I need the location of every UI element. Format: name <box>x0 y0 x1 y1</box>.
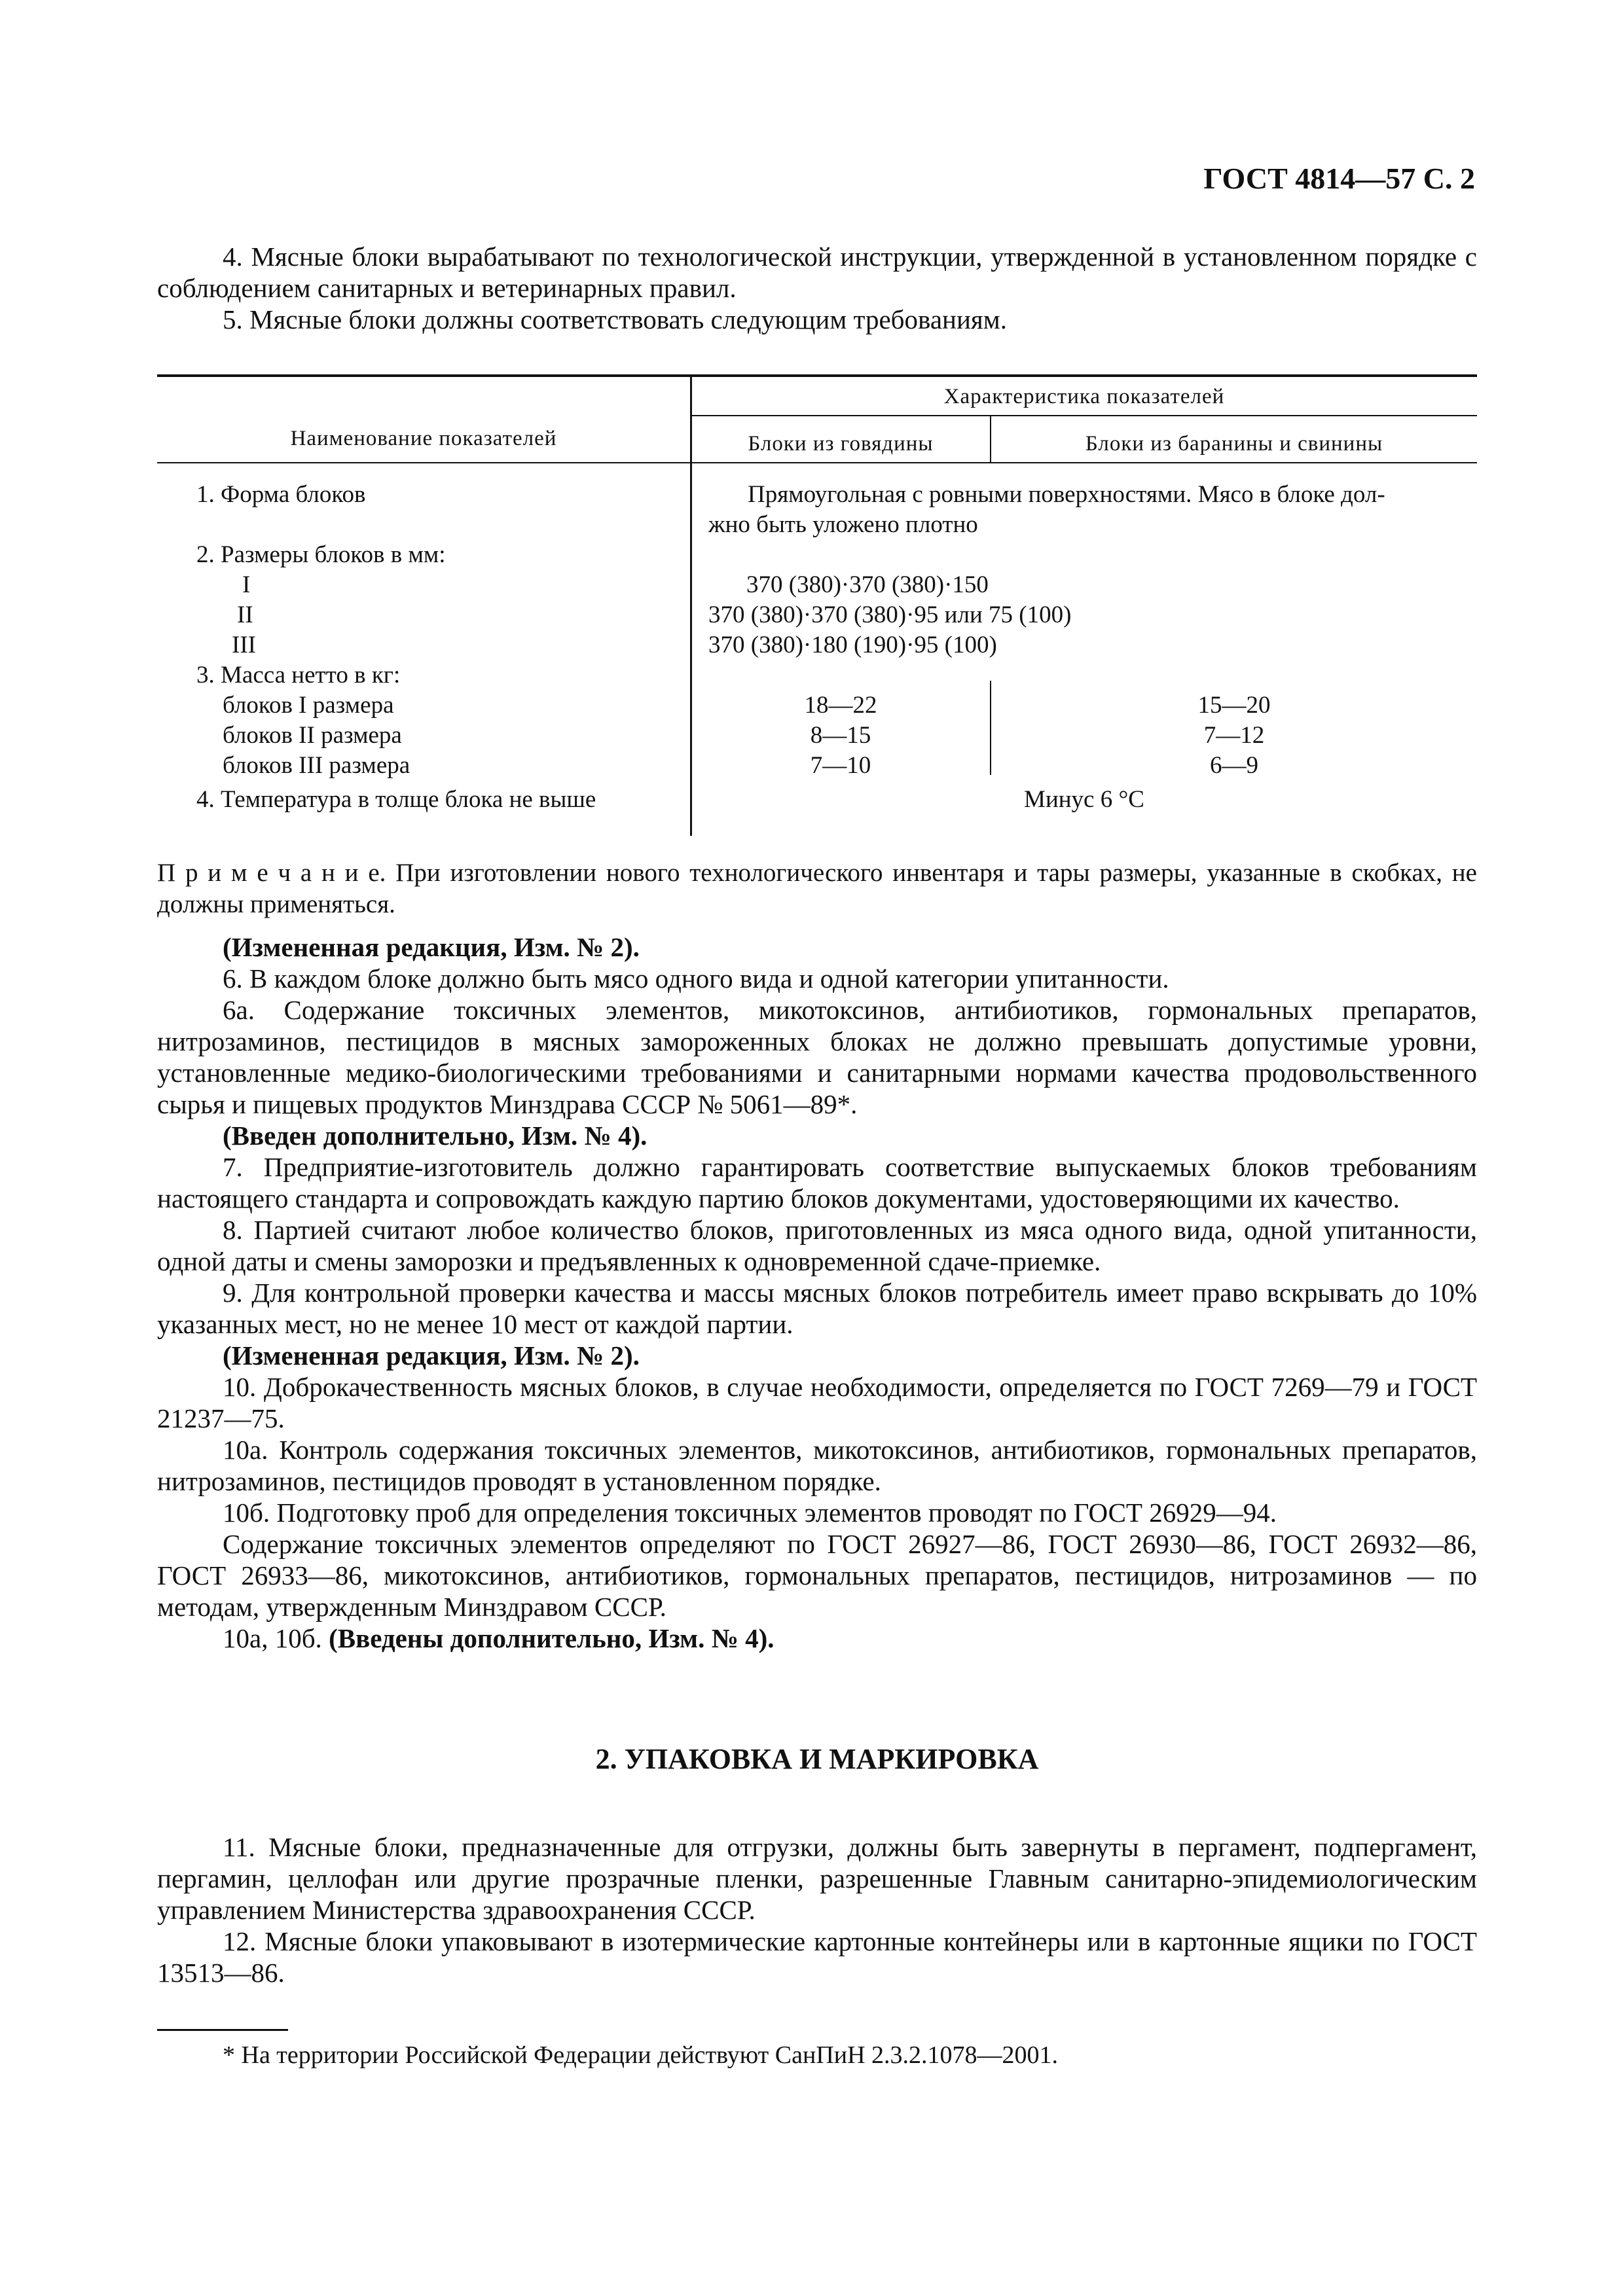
row-size-sub-1: I <box>242 571 251 598</box>
section-text <box>157 1831 1477 1988</box>
amendment-note-4-prefix: 10а, 10б. <box>223 1623 329 1653</box>
row-size-sub-2: II <box>237 601 253 628</box>
row-form-name: 1. Форма блоков <box>196 481 366 508</box>
paragraph-10: 10. Доброкачественность мясных блоков, в случае необходимости, определяется по ГОСТ 7269—79 и ГОСТ 21237—75. <box>157 1372 1477 1433</box>
intro-text <box>157 241 1477 335</box>
table-group-rule <box>691 415 1477 416</box>
section-heading: 2. УПАКОВКА И МАРКИРОВКА <box>595 1743 1039 1775</box>
paragraph-11: 11. Мясные блоки, предназначенные для отгрузки, должны быть завернуты в пергамент, подпергамент, пергамин, целлофан или другие прозрачные пленки, разрешенные Главным санитарно-эпидемиологическим управлением Министерства здравоохранения СССР. <box>157 1832 1477 1925</box>
row-mass-other-2: 7—12 <box>1203 722 1265 749</box>
row-mass-beef-3: 7—10 <box>810 752 871 779</box>
col-header-group: Характеристика показателей <box>943 385 1225 408</box>
requirements-table <box>157 374 1477 836</box>
col-header-name: Наименование показателей <box>290 427 557 450</box>
row-temp-name: 4. Температура в толще блока не выше <box>196 786 596 813</box>
paragraph-10b: 10б. Подготовку проб для определения токсичных элементов проводят по ГОСТ 26929—94. <box>223 1498 1277 1528</box>
paragraph-7: 7. Предприятие-изготовитель должно гарантировать соответствие выпускаемых блоков требованиям настоящего стандарта и сопровождать каждую партию блоков документами, удостоверяющими их качество. <box>157 1152 1477 1213</box>
intro-paragraph-5: 5. Мясные блоки должны соответствовать следующим требованиям. <box>223 304 1007 334</box>
paragraph-12: 12. Мясные блоки упаковывают в изотермические картонные контейнеры или в картонные ящики по ГОСТ 13513—86. <box>157 1926 1477 1988</box>
amendment-note-4 <box>157 1623 1477 1654</box>
main-text <box>157 931 1477 1654</box>
row-mass-other-1: 15—20 <box>1197 692 1271 719</box>
table-note: П р и м е ч а н и е. При изготовлении нового технологического инвентаря и тары размеры, указанные в скобках, не должны применяться. <box>157 859 1477 918</box>
row-mass-beef-1: 18—22 <box>804 692 877 719</box>
amendment-note-3: (Измененная редакция, Изм. № 2). <box>223 1340 640 1371</box>
table-top-rule <box>157 374 1477 377</box>
page-header: ГОСТ 4814—57 С. 2 <box>1203 162 1475 195</box>
amendment-note-4-bold: (Введены дополнительно, Изм. № 4). <box>329 1623 775 1653</box>
row-size-value-1: 370 (380)·370 (380)·150 <box>746 571 989 598</box>
row-form-value-line2: жно быть уложено плотно <box>708 511 978 538</box>
row-mass-beef-2: 8—15 <box>810 722 871 749</box>
col-header-beef: Блоки из говядины <box>748 432 934 456</box>
row-mass-sub-2: блоков II размера <box>223 722 402 749</box>
table-header-rule <box>157 462 1477 463</box>
row-size-sub-3: III <box>232 632 256 658</box>
row-size-value-2: 370 (380)·370 (380)·95 или 75 (100) <box>708 601 1072 628</box>
paragraph-8: 8. Партией считают любое количество блоков, приготовленных из мяса одного вида, одной упитанности, одной даты и смены заморозки и предъявленных к одновременной сдаче-приемке. <box>157 1215 1477 1276</box>
paragraph-6a: 6а. Содержание токсичных элементов, микотоксинов, антибиотиков, гормональных препаратов, нитрозаминов, пестицидов в мясных замороженных блоках не должно превышать допустимые уровни, установленные медико-биологическими требованиями и санитарными нормами качества продовольственного сырья и пищевых продуктов Минздрава СССР № 5061—89*. <box>157 995 1477 1119</box>
row-size-name: 2. Размеры блоков в мм: <box>196 541 446 568</box>
row-mass-name: 3. Масса нетто в кг: <box>196 662 401 689</box>
row-form-value-line1: Прямоугольная с ровными поверхностями. Мясо в блоке дол- <box>748 481 1385 508</box>
row-mass-other-3: 6—9 <box>1210 752 1258 779</box>
amendment-note-2: (Введен дополнительно, Изм. № 4). <box>223 1121 647 1151</box>
row-size-value-3: 370 (380)·180 (190)·95 (100) <box>708 632 997 658</box>
paragraph-6: 6. В каждом блоке должно быть мясо одного вида и одной категории упитанности. <box>223 963 1169 994</box>
paragraph-10b-content: Содержание токсичных элементов определяют по ГОСТ 26927—86, ГОСТ 26930—86, ГОСТ 26932—86, ГОСТ 26933—86, микотоксинов, антибиотиков, гормональных препаратов, пестицидов, нитрозаминов — по методам, утвержденным Минздравом СССР. <box>157 1529 1477 1622</box>
footnote-rule <box>157 2029 288 2031</box>
row-mass-sub-3: блоков III размера <box>223 752 410 779</box>
footnote: * На территории Российской Федерации действуют СанПиН 2.3.2.1078—2001. <box>223 2041 1059 2069</box>
paragraph-9: 9. Для контрольной проверки качества и массы мясных блоков потребитель имеет право вскрывать до 10% указанных мест, но не менее 10 мест от каждой партии. <box>157 1278 1477 1339</box>
row-mass-sub-1: блоков I размера <box>223 692 394 719</box>
amendment-note-1: (Измененная редакция, Изм. № 2). <box>223 932 640 962</box>
col-header-lamb-pork: Блоки из баранины и свинины <box>1085 432 1383 456</box>
paragraph-10a: 10а. Контроль содержания токсичных элементов, микотоксинов, антибиотиков, гормональных препаратов, нитрозаминов, пестицидов проводят в установленном порядке. <box>157 1435 1477 1496</box>
row-temp-value: Минус 6 °С <box>1024 786 1144 813</box>
intro-paragraph-4: 4. Мясные блоки вырабатывают по технологической инструкции, утвержденной в установленном порядке с соблюдением санитарных и ветеринарных правил. <box>157 242 1477 303</box>
